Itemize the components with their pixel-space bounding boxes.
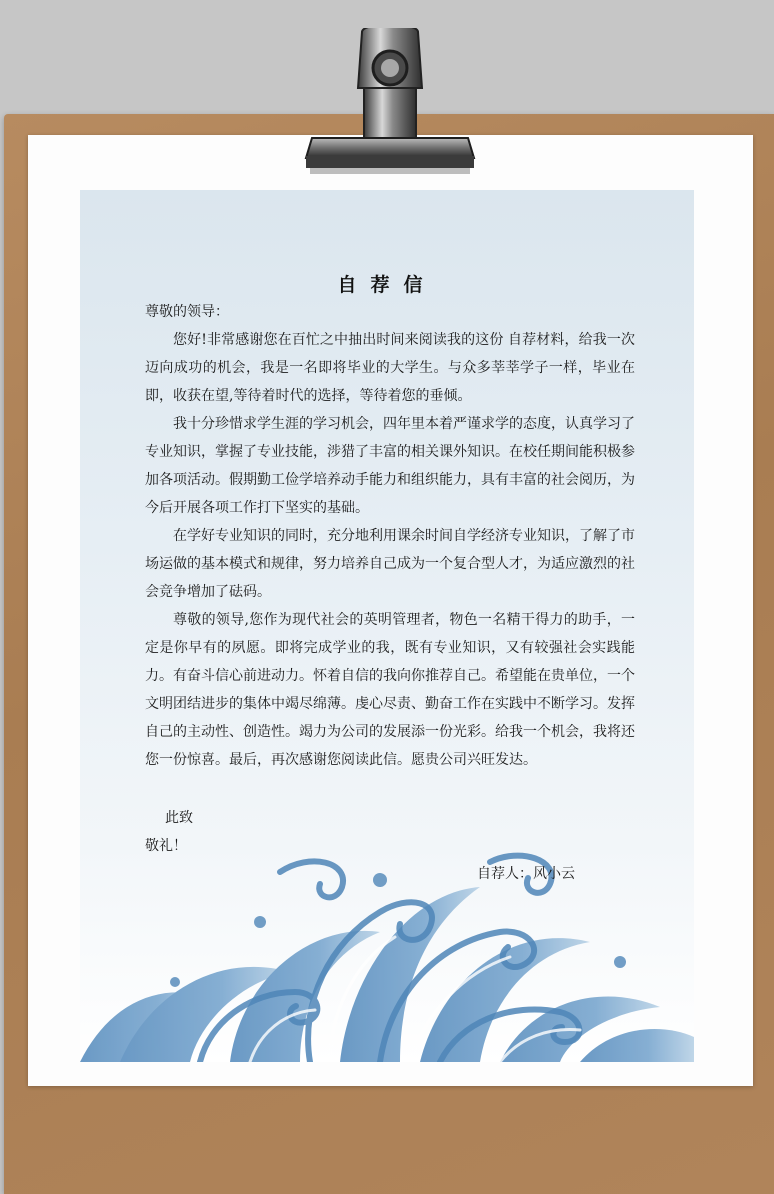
closing-line-1: 此致 — [165, 810, 193, 826]
letter-paragraph: 您好!非常感谢您在百忙之中抽出时间来阅读我的这份 自荐材料，给我一次迈向成功的机会，我是一名即将毕业的大学生。与众多莘莘学子一样，毕业在即，收获在望,等待着时代的选择，等待着您的垂倾。 — [145, 332, 635, 404]
letter-paragraph: 我十分珍惜求学生涯的学习机会，四年里本着严谨求学的态度，认真学习了专业知识，掌握了专业技能，涉猎了丰富的相关课外知识。在校任期间能积极参加各项活动。假期勤工俭学培养动手能力和组织能力，具有丰富的社会阅历，为今后开展各项工作打下坚实的基础。 — [145, 416, 635, 516]
letter-signature: 自荐人：风小云 — [477, 866, 575, 882]
letter-paragraph: 尊敬的领导,您作为现代社会的英明管理者，物色一名精干得力的助手，一定是你早有的夙愿。即将完成学业的我，既有专业知识，又有较强社会实践能力。有奋斗信心前进动力。怀着自信的我向你推荐自己。希望能在贵单位，一个文明团结进步的集体中竭尽绵薄。虔心尽责、勤奋工作在实践中不断学习。发挥自己的主动性、创造性。竭力为公司的发展添一份光彩。给我一个机会，我将还您一份惊喜。最后，再次感谢您阅读此信。愿贵公司兴旺发达。 — [145, 612, 635, 768]
binder-clip-icon — [304, 28, 476, 176]
letter-salutation: 尊敬的领导： — [145, 304, 229, 320]
letter-body — [145, 298, 635, 774]
floral-swirl-ornament — [80, 832, 694, 1062]
letter-paragraph: 在学好专业知识的同时，充分地利用课余时间自学经济专业知识，了解了市场运做的基本模式和规律，努力培养自己成为一个复合型人才，为适应激烈的社会竞争增加了砝码。 — [145, 528, 635, 600]
closing-line-2: 敬礼！ — [145, 838, 187, 854]
letter-title: 自荐信 — [337, 274, 437, 296]
letter-closing — [145, 804, 193, 860]
